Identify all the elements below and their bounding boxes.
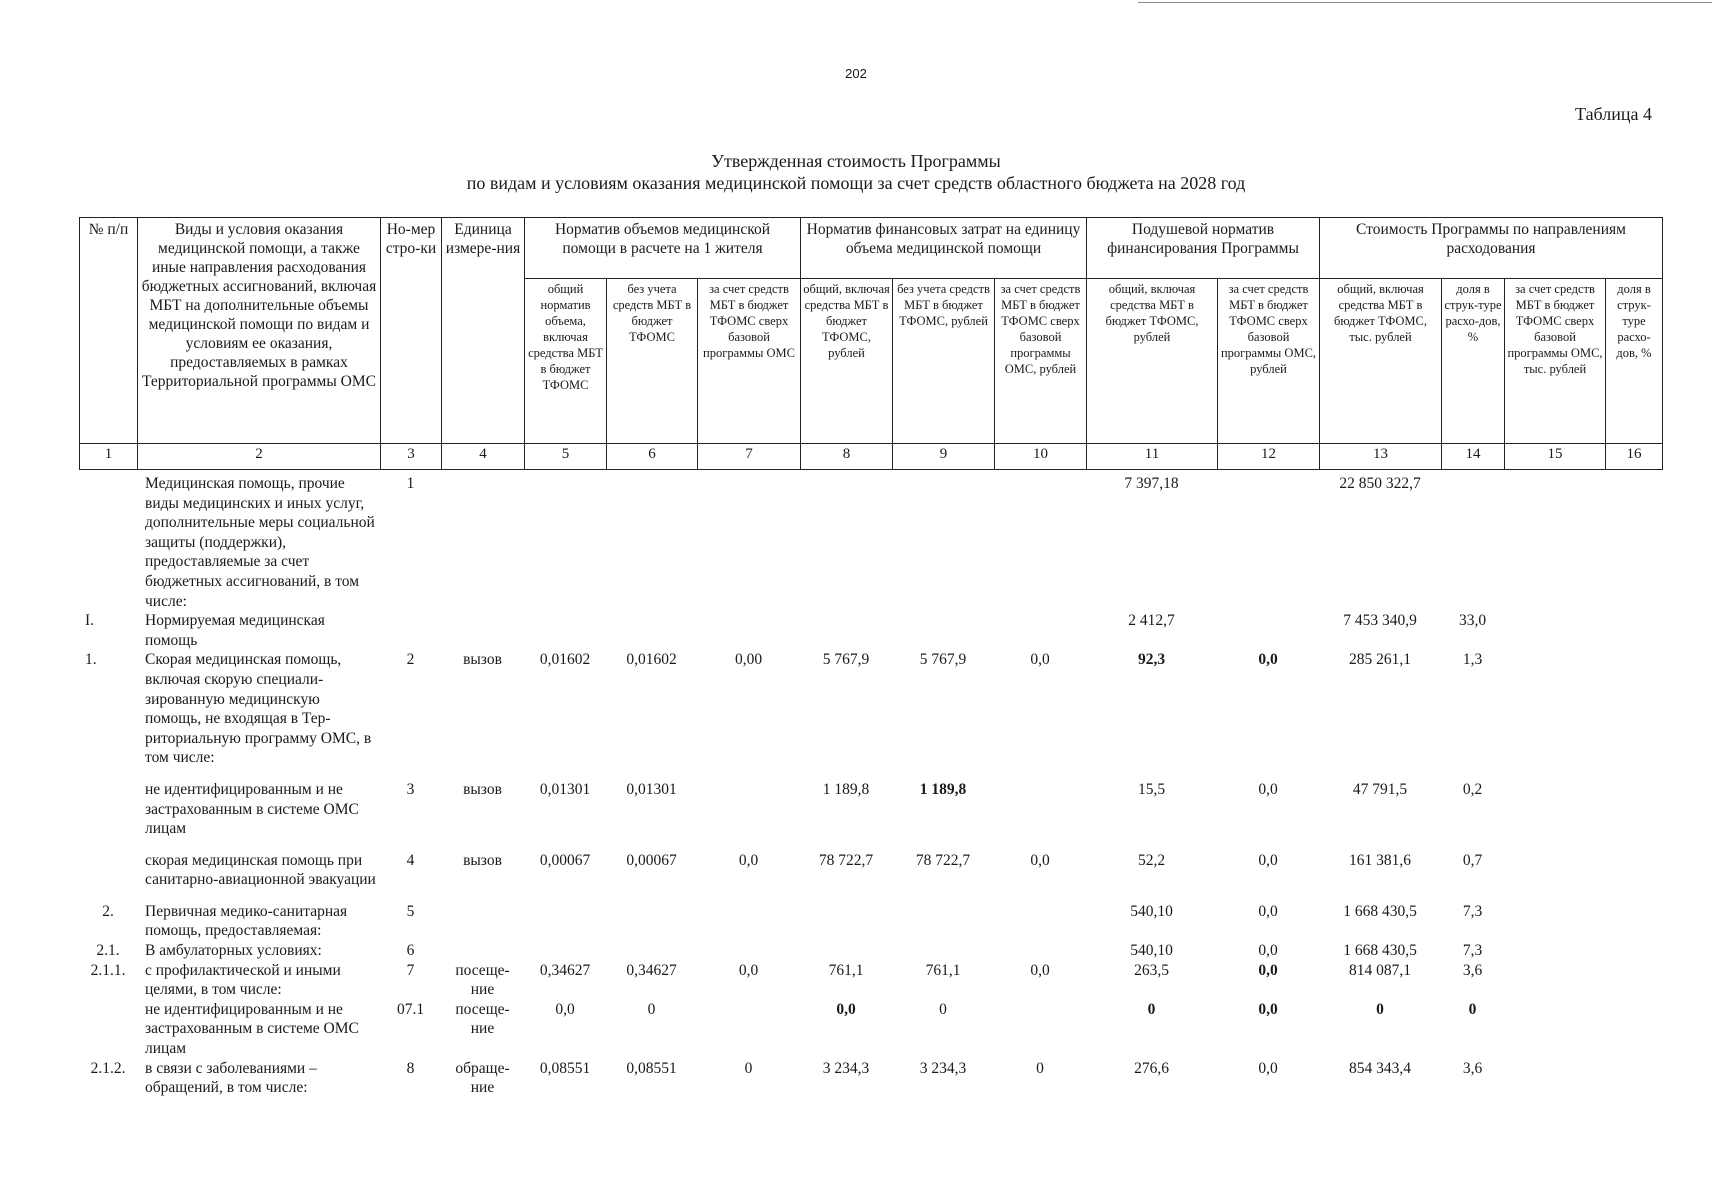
cell-col-12: 0,0 [1258,651,1278,669]
cell-line: 3 [406,780,415,798]
cell-col-5 [524,902,606,941]
cell-col-15 [1504,941,1605,961]
cell-col-8: 761,1 [828,961,864,979]
cell-col-11: 0 [1147,1000,1156,1018]
table-row [79,650,1662,768]
cell-col-9 [892,611,994,650]
table-body [79,474,1662,1098]
cell-col-12: 0,0 [1258,942,1278,960]
cell-col-13: 22 850 322,7 [1339,475,1421,492]
cell-number: 2.1. [96,942,120,960]
cell-col-6: 0 [647,1000,656,1018]
header-sub-12: за счет средств МБТ в бюджет ТФОМС сверх базовой программы ОМС, рублей [1218,279,1320,444]
cell-col-16 [1605,851,1662,890]
cell-col-16 [1605,902,1662,941]
cell-number: 1. [85,651,97,669]
cell-col-15 [1504,1000,1605,1059]
cell-col-7 [697,902,800,941]
cell-col-11: 52,2 [1137,851,1166,869]
cell-col-11: 2 412,7 [1128,612,1175,630]
cell-number: I. [85,612,95,630]
table-row [79,961,1662,1000]
cell-number [79,851,137,890]
cell-unit: посеще-ние [455,1000,510,1038]
cell-line: 7 [406,961,415,979]
title-line-1: Утвержденная стоимость Программы [711,151,1001,171]
column-number: 4 [442,444,525,470]
column-number: 10 [995,444,1087,470]
cell-unit [441,474,524,611]
cell-col-14: 0 [1468,1000,1477,1018]
cell-line: 6 [406,942,415,960]
cell-name: Медицинская помощь, прочие виды медицинских и иных услуг, дополнительные меры социальной защиты (поддержки), предоставляемые за счет бюджетных ассигнований, в том числе: [145,475,375,610]
header-sub-6: без учета средств МБТ в бюджет ТФОМС [607,279,698,444]
cell-col-13: 814 087,1 [1349,961,1411,979]
column-number: 2 [138,444,381,470]
cell-col-6: 0,00067 [626,851,677,869]
cell-col-13: 161 381,6 [1349,851,1411,869]
header-col-4: Единица измере-ния [442,218,525,444]
cell-col-14: 3,6 [1462,1059,1483,1077]
table-row [79,780,1662,839]
cell-col-16 [1605,961,1662,1000]
cell-unit [441,611,524,650]
cell-col-12: 0,0 [1258,902,1278,920]
cell-col-9 [892,902,994,941]
cell-col-9: 761,1 [925,961,961,979]
header-sub-8: общий, включая средства МБТ в бюджет ТФОМС, рублей [801,279,893,444]
cell-name: с профилактической и иными целями, в том числе: [145,961,341,999]
cell-col-15 [1504,780,1605,839]
cell-col-11: 7 397,18 [1124,475,1179,492]
cell-col-7 [697,611,800,650]
column-number: 6 [607,444,698,470]
cell-col-15 [1504,902,1605,941]
cell-number [79,1000,137,1059]
cell-col-12: 0,0 [1258,961,1278,979]
cell-col-10 [994,780,1086,839]
header-sub-5: общий норматив объема, включая средства МБТ в бюджет ТФОМС [525,279,607,444]
table-row [79,474,1662,611]
cell-unit [441,941,524,961]
cell-line: 4 [406,851,415,869]
cell-col-15 [1504,474,1605,611]
table-row [79,1059,1662,1098]
cell-col-12: 0,0 [1258,851,1278,869]
cell-col-11: 92,3 [1137,651,1166,669]
cell-col-12: 0,0 [1258,1000,1278,1018]
title-line-2: по видам и условиям оказания медицинской помощи за счет средств областного бюджета на 2028 год [466,173,1246,193]
cell-col-16 [1605,780,1662,839]
column-number: 11 [1087,444,1218,470]
column-number: 5 [525,444,607,470]
cell-col-7: 0,0 [738,851,759,869]
cell-col-8 [800,474,892,611]
cell-col-8 [800,902,892,941]
cell-col-5: 0,08551 [539,1059,591,1077]
column-number: 9 [893,444,995,470]
cell-col-10 [994,611,1086,650]
header-col-3: Но-мер стро-ки [381,218,442,444]
table-row [79,851,1662,890]
cell-col-13: 7 453 340,9 [1343,612,1417,630]
cell-col-10: 0,0 [1030,851,1050,869]
cell-col-8: 3 234,3 [822,1059,870,1077]
cell-col-6 [606,611,697,650]
header-col-1: № п/п [80,218,138,444]
header-sub-16: доля в струк-туре расхо-дов, % [1606,279,1663,444]
cell-number [79,780,137,839]
cell-number: 2.1.1. [90,961,126,979]
cell-unit: посеще-ние [455,961,510,999]
cell-col-7 [697,941,800,961]
cell-col-14: 1,3 [1462,651,1483,669]
cell-col-14: 0,7 [1462,851,1483,869]
cell-number: 2.1.2. [90,1059,126,1077]
cell-col-11: 276,6 [1134,1059,1169,1077]
column-number: 7 [698,444,801,470]
cell-number [79,474,137,611]
cell-col-7: 0,0 [738,961,759,979]
cell-col-10 [994,474,1086,611]
cell-line: 5 [406,902,415,920]
cell-col-14: 33,0 [1458,612,1487,630]
cell-col-12 [1217,611,1319,650]
column-number: 14 [1442,444,1505,470]
column-number: 16 [1606,444,1663,470]
cell-col-6: 0,01301 [626,780,677,798]
cell-col-6 [606,941,697,961]
document-title [0,150,1712,194]
cell-col-5 [524,474,606,611]
cell-line [380,611,441,650]
column-number: 13 [1320,444,1442,470]
header-group-percapita: Подушевой норматив финансирования Программы [1087,218,1320,279]
cell-col-12: 0,0 [1258,1059,1278,1077]
cell-col-16 [1605,941,1662,961]
header-sub-13: общий, включая средства МБТ в бюджет ТФОМС, тыс. рублей [1320,279,1442,444]
cell-line: 2 [406,651,415,669]
cell-col-5: 0,0 [555,1000,575,1018]
cell-unit: вызов [463,780,502,798]
cell-col-8: 78 722,7 [818,851,874,869]
cell-col-9 [892,941,994,961]
header-group-cost: Стоимость Программы по направлениям расходования [1320,218,1663,279]
cell-col-6: 0,34627 [626,961,677,979]
cell-col-10 [994,941,1086,961]
cell-col-16 [1605,474,1662,611]
table-header [79,217,1663,470]
cell-name: В амбулаторных условиях: [145,942,322,960]
cell-col-13: 1 668 430,5 [1343,902,1417,920]
cell-col-15 [1504,611,1605,650]
cell-col-7 [697,1000,800,1059]
cell-col-5: 0,01602 [539,651,591,669]
column-number: 15 [1505,444,1606,470]
cell-unit: вызов [463,651,502,669]
cell-col-9: 1 189,8 [919,780,967,798]
table-row [79,611,1662,650]
table-row [79,1000,1662,1059]
cell-col-5: 0,34627 [539,961,591,979]
cell-col-9: 78 722,7 [915,851,971,869]
cell-line: 1 [406,475,415,492]
cell-col-14: 0,2 [1462,780,1483,798]
cell-col-10 [994,902,1086,941]
cell-name: скорая медицинская помощь при санитарно-авиационной эвакуации [145,851,376,889]
column-number: 8 [801,444,893,470]
cell-col-9 [892,474,994,611]
cell-unit [441,902,524,941]
cell-col-15 [1504,961,1605,1000]
cell-col-15 [1504,851,1605,890]
cell-col-12: 0,0 [1258,780,1278,798]
cell-col-13: 0 [1376,1000,1384,1018]
cell-unit: обраще-ние [455,1059,510,1097]
cell-name: Первичная медико-санитарная помощь, предоставляемая: [145,902,348,940]
cell-col-7: 0 [744,1059,753,1077]
cell-col-13: 1 668 430,5 [1343,942,1417,960]
cell-col-16 [1605,1059,1662,1098]
cell-col-16 [1605,611,1662,650]
column-number: 3 [381,444,442,470]
cell-col-13: 854 343,4 [1349,1059,1411,1077]
page-number: 202 [845,66,867,81]
header-sub-10: за счет средств МБТ в бюджет ТФОМС сверх базовой программы ОМС, рублей [995,279,1087,444]
table-row [79,941,1662,961]
cell-unit: вызов [463,851,502,869]
cell-col-13: 47 791,5 [1352,780,1408,798]
table-label: Таблица 4 [1575,104,1652,124]
cell-col-15 [1504,650,1605,768]
cell-col-6: 0,08551 [626,1059,677,1077]
cell-col-10 [994,1000,1086,1059]
header-sub-9: без учета средств МБТ в бюджет ТФОМС, рублей [893,279,995,444]
cell-col-11: 15,5 [1137,780,1166,798]
cell-col-6 [606,474,697,611]
top-rule [1138,2,1712,3]
cell-col-6: 0,01602 [626,651,677,669]
column-number-row [80,444,1663,470]
cell-col-11: 540,10 [1130,902,1173,920]
cell-col-14: 7,3 [1462,942,1483,960]
header-group-finance: Норматив финансовых затрат на единицу объема медицинской помощи [801,218,1087,279]
column-number: 12 [1218,444,1320,470]
cell-line: 8 [406,1059,415,1077]
cell-name: Скорая медицинская помощь, включая скорую специали-зированную медицинскую помощь, не входящая в Тер-риториальную программу ОМС, в том числе: [145,651,372,767]
cell-col-10: 0,0 [1030,651,1050,669]
cell-line: 07.1 [396,1000,425,1018]
cell-col-14: 7,3 [1462,902,1483,920]
cell-col-11: 263,5 [1134,961,1169,979]
cell-col-9: 3 234,3 [919,1059,967,1077]
cell-col-9: 0 [939,1000,947,1018]
cell-col-16 [1605,1000,1662,1059]
header-sub-7: за счет средств МБТ в бюджет ТФОМС сверх базовой программы ОМС [698,279,801,444]
cell-number: 2. [102,902,114,920]
cell-col-9: 5 767,9 [919,651,967,669]
column-number: 1 [80,444,138,470]
cell-col-14: 3,6 [1462,961,1483,979]
cell-col-5: 0,01301 [539,780,591,798]
cell-col-7: 0,00 [734,651,763,669]
cell-col-14 [1441,474,1504,611]
cell-col-11: 540,10 [1130,942,1173,960]
cell-col-8 [800,611,892,650]
cell-col-8: 0,0 [836,1000,856,1018]
cell-col-7 [697,474,800,611]
cell-name: Нормируемая медицинская помощь [145,612,325,649]
header-group-volume: Норматив объемов медицинской помощи в расчете на 1 жителя [525,218,801,279]
cell-col-16 [1605,650,1662,768]
header-sub-11: общий, включая средства МБТ в бюджет ТФОМС, рублей [1087,279,1218,444]
cell-col-15 [1504,1059,1605,1098]
cell-col-7 [697,780,800,839]
cell-name: не идентифицированным и не застрахованным в системе ОМС лицам [145,780,359,838]
cell-col-8: 1 189,8 [822,780,870,798]
table-row [79,902,1662,941]
cell-col-6 [606,902,697,941]
cell-col-10: 0 [1036,1059,1044,1077]
cell-col-8: 5 767,9 [822,651,870,669]
cell-col-10: 0,0 [1030,961,1050,979]
cell-col-5: 0,00067 [539,851,591,869]
cell-col-5 [524,611,606,650]
cell-name: не идентифицированным и не застрахованным в системе ОМС лицам [145,1000,359,1058]
cell-name: в связи с заболеваниями – обращений, в том числе: [145,1059,317,1097]
cell-col-13: 285 261,1 [1349,651,1411,669]
cell-col-12 [1217,474,1319,611]
header-col-2: Виды и условия оказания медицинской помощи, а также иные направления расходования бюджетных ассигнований, включая МБТ на дополнительные объемы медицинской помощи по видам и условиям ее оказания, предоставляемых в рамках Территориальной программы ОМС [138,218,381,444]
cell-col-5 [524,941,606,961]
header-sub-15: за счет средств МБТ в бюджет ТФОМС сверх базовой программы ОМС, тыс. рублей [1505,279,1606,444]
header-sub-14: доля в струк-туре расхо-дов, % [1442,279,1505,444]
cell-col-8 [800,941,892,961]
